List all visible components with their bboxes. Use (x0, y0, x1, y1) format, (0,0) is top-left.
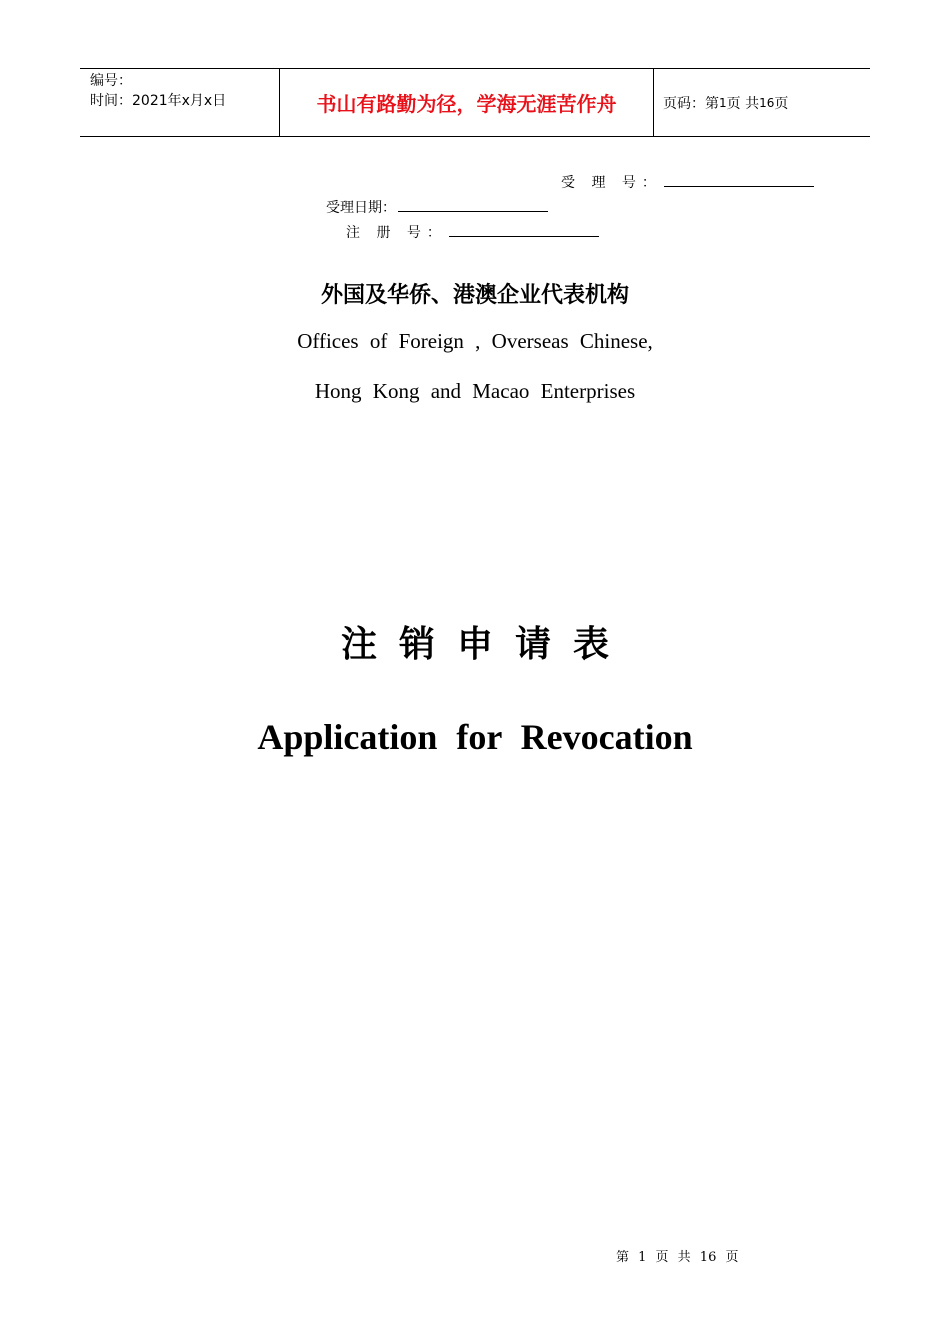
header-motto: 书山有路勤为径，学海无涯苦作舟 (280, 69, 654, 136)
page-suffix: 页 (774, 95, 789, 112)
registration-no-label: 注 册 号： (346, 225, 447, 241)
header-page-info (654, 69, 870, 136)
office-title-en-line2: Hong Kong and Macao Enterprises (314, 379, 636, 403)
page-current: 1 (719, 95, 727, 110)
acceptance-date-blank[interactable] (398, 197, 548, 212)
registration-no-field (346, 222, 599, 242)
office-title-cn: 外国及华侨、港澳企业代表机构 (320, 283, 629, 308)
page-header (80, 68, 870, 137)
page-middle: 页 共 (726, 95, 760, 112)
acceptance-no-field (561, 172, 814, 192)
header-meta (80, 69, 280, 136)
acceptance-no-blank[interactable] (664, 172, 814, 187)
acceptance-date-field (326, 197, 548, 217)
page-footer: 第 1 页 共 16 页 (616, 1250, 739, 1265)
form-title-cn: 注销申请表 (340, 624, 631, 665)
time-label: 时间：2021年x月x日 (90, 93, 227, 109)
office-title-en-line1: Offices of Foreign , Overseas Chinese, (297, 329, 653, 353)
acceptance-date-label: 受理日期： (326, 200, 396, 216)
acceptance-no-label: 受 理 号： (561, 175, 662, 191)
serial-label: 编号： (90, 73, 132, 89)
registration-no-blank[interactable] (449, 222, 599, 237)
form-title-en: Application for Revocation (257, 717, 693, 757)
page-prefix: 页码：第 (663, 95, 719, 112)
page-total: 16 (759, 95, 775, 110)
